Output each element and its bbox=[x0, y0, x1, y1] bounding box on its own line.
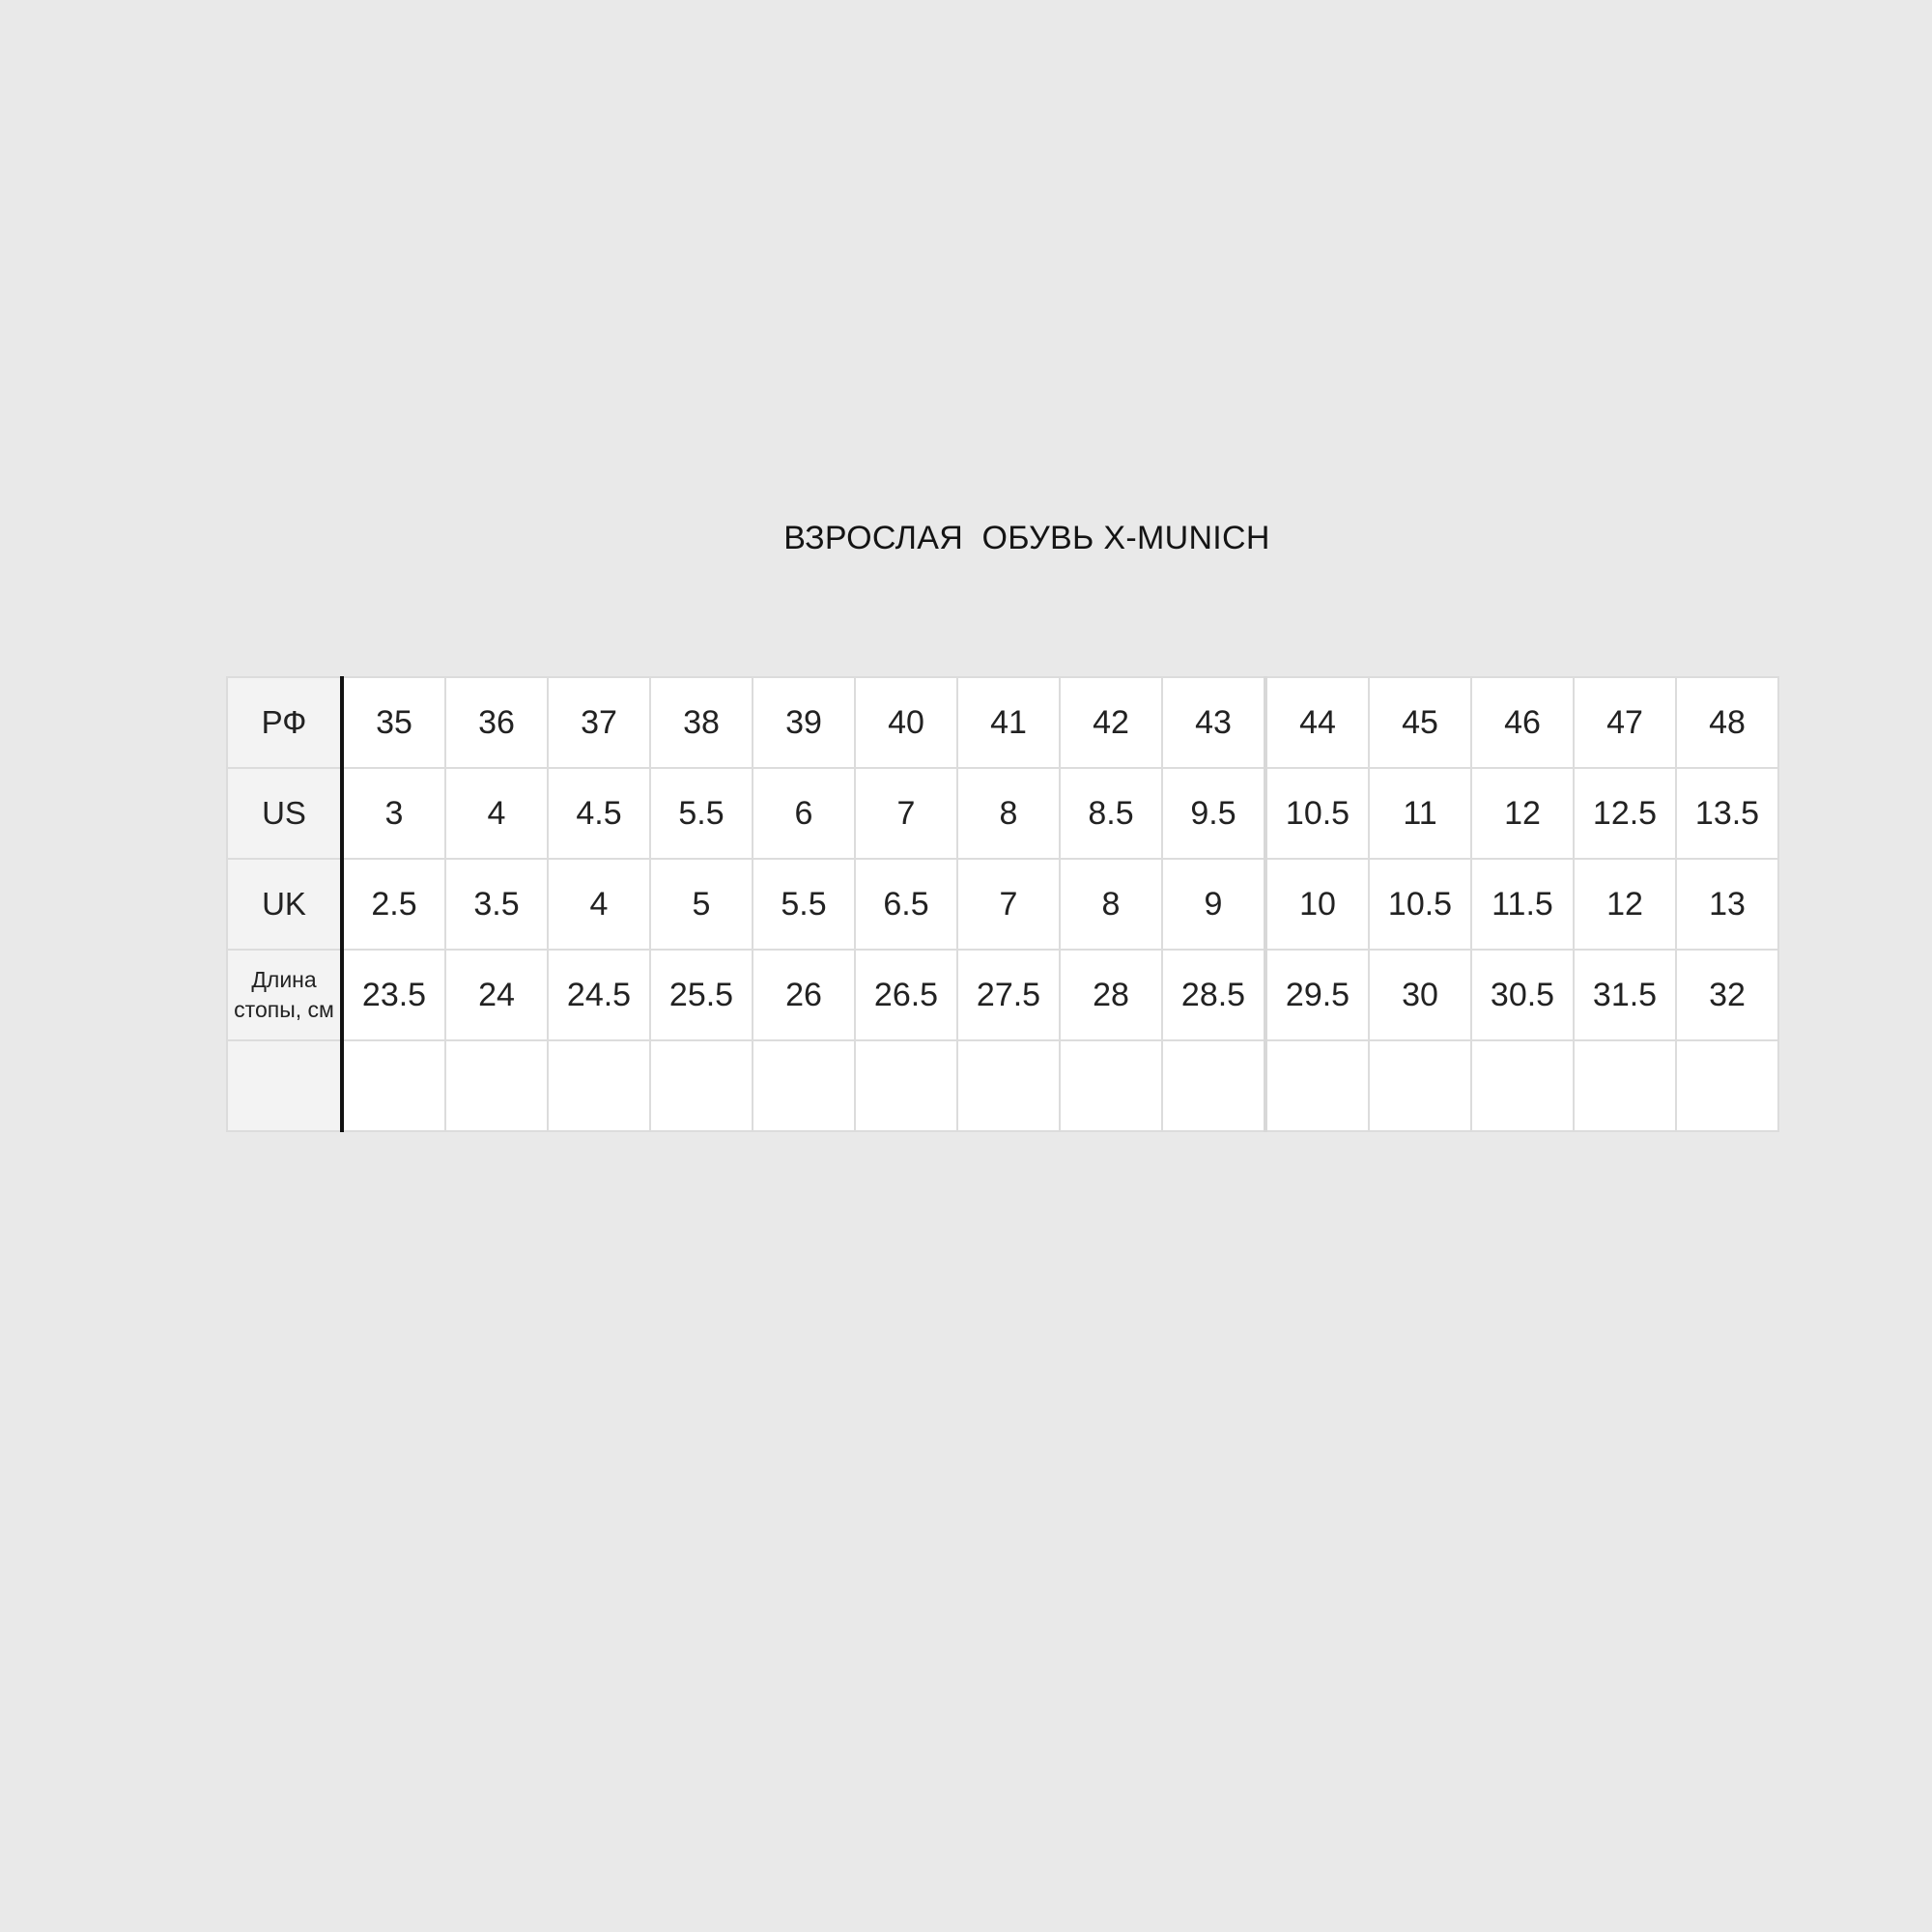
table-cell: 12 bbox=[1471, 768, 1574, 859]
table-cell: 6.5 bbox=[855, 859, 957, 950]
table-cell: 9.5 bbox=[1162, 768, 1265, 859]
table-cell: 7 bbox=[855, 768, 957, 859]
chart-title: ВЗРОСЛАЯ ОБУВЬ X-MUNICH bbox=[783, 520, 1270, 556]
table-cell: 26 bbox=[753, 950, 855, 1040]
table-cell: 40 bbox=[855, 677, 957, 768]
table-cell: 5.5 bbox=[650, 768, 753, 859]
table-cell: 13.5 bbox=[1676, 768, 1778, 859]
table-cell: 30.5 bbox=[1471, 950, 1574, 1040]
row-label-line-1: Длина bbox=[251, 967, 317, 992]
table-cell: 23.5 bbox=[342, 950, 445, 1040]
table-cell-empty bbox=[1265, 1040, 1369, 1131]
table-cell: 45 bbox=[1369, 677, 1471, 768]
table-row-us bbox=[227, 768, 1778, 859]
table-cell: 24 bbox=[445, 950, 548, 1040]
table-cell: 12 bbox=[1574, 859, 1676, 950]
row-label-line-2: стопы, см bbox=[234, 997, 334, 1022]
table-cell: 37 bbox=[548, 677, 650, 768]
row-label-foot-length bbox=[227, 950, 342, 1040]
table-cell: 47 bbox=[1574, 677, 1676, 768]
table-row-uk bbox=[227, 859, 1778, 950]
table-cell: 42 bbox=[1060, 677, 1162, 768]
table-cell: 36 bbox=[445, 677, 548, 768]
table-row-foot-length bbox=[227, 950, 1778, 1040]
table-cell-empty bbox=[1471, 1040, 1574, 1131]
table-cell-empty bbox=[855, 1040, 957, 1131]
table-cell: 3.5 bbox=[445, 859, 548, 950]
table-cell-empty bbox=[753, 1040, 855, 1131]
table-cell: 10 bbox=[1265, 859, 1369, 950]
table-cell: 7 bbox=[957, 859, 1060, 950]
table-cell-empty bbox=[1676, 1040, 1778, 1131]
table-cell: 28.5 bbox=[1162, 950, 1265, 1040]
table-cell: 38 bbox=[650, 677, 753, 768]
table-cell-empty bbox=[342, 1040, 445, 1131]
table-cell: 8.5 bbox=[1060, 768, 1162, 859]
table-cell: 11 bbox=[1369, 768, 1471, 859]
table-cell: 4 bbox=[548, 859, 650, 950]
table-cell: 43 bbox=[1162, 677, 1265, 768]
table-cell: 46 bbox=[1471, 677, 1574, 768]
table-cell: 2.5 bbox=[342, 859, 445, 950]
table-cell: 5 bbox=[650, 859, 753, 950]
table-cell: 11.5 bbox=[1471, 859, 1574, 950]
table-cell: 35 bbox=[342, 677, 445, 768]
table-cell: 31.5 bbox=[1574, 950, 1676, 1040]
table-cell: 4.5 bbox=[548, 768, 650, 859]
table-cell: 9 bbox=[1162, 859, 1265, 950]
table-cell: 44 bbox=[1265, 677, 1369, 768]
table-cell: 5.5 bbox=[753, 859, 855, 950]
table-cell-empty bbox=[1369, 1040, 1471, 1131]
table-cell-empty bbox=[1574, 1040, 1676, 1131]
table-row-empty bbox=[227, 1040, 1778, 1131]
table-cell: 6 bbox=[753, 768, 855, 859]
table-cell-empty bbox=[1060, 1040, 1162, 1131]
size-table bbox=[226, 676, 1779, 1132]
table-cell: 24.5 bbox=[548, 950, 650, 1040]
table-cell-empty bbox=[548, 1040, 650, 1131]
table-cell: 8 bbox=[957, 768, 1060, 859]
table-cell: 4 bbox=[445, 768, 548, 859]
table-cell: 41 bbox=[957, 677, 1060, 768]
row-label-uk: UK bbox=[227, 859, 342, 950]
table-cell: 28 bbox=[1060, 950, 1162, 1040]
table-row-rf bbox=[227, 677, 1778, 768]
row-label-rf: РФ bbox=[227, 677, 342, 768]
table-cell-empty bbox=[957, 1040, 1060, 1131]
table-cell: 3 bbox=[342, 768, 445, 859]
table-cell: 8 bbox=[1060, 859, 1162, 950]
table-cell: 25.5 bbox=[650, 950, 753, 1040]
table-cell: 48 bbox=[1676, 677, 1778, 768]
table-cell: 32 bbox=[1676, 950, 1778, 1040]
table-cell-empty bbox=[650, 1040, 753, 1131]
table-cell: 12.5 bbox=[1574, 768, 1676, 859]
table-cell: 30 bbox=[1369, 950, 1471, 1040]
table-cell: 26.5 bbox=[855, 950, 957, 1040]
row-label-empty bbox=[227, 1040, 342, 1131]
table-cell-empty bbox=[445, 1040, 548, 1131]
table-cell: 39 bbox=[753, 677, 855, 768]
table-cell: 13 bbox=[1676, 859, 1778, 950]
table-cell-empty bbox=[1162, 1040, 1265, 1131]
table-cell: 27.5 bbox=[957, 950, 1060, 1040]
row-label-us: US bbox=[227, 768, 342, 859]
table-cell: 10.5 bbox=[1265, 768, 1369, 859]
table-cell: 29.5 bbox=[1265, 950, 1369, 1040]
table-cell: 10.5 bbox=[1369, 859, 1471, 950]
